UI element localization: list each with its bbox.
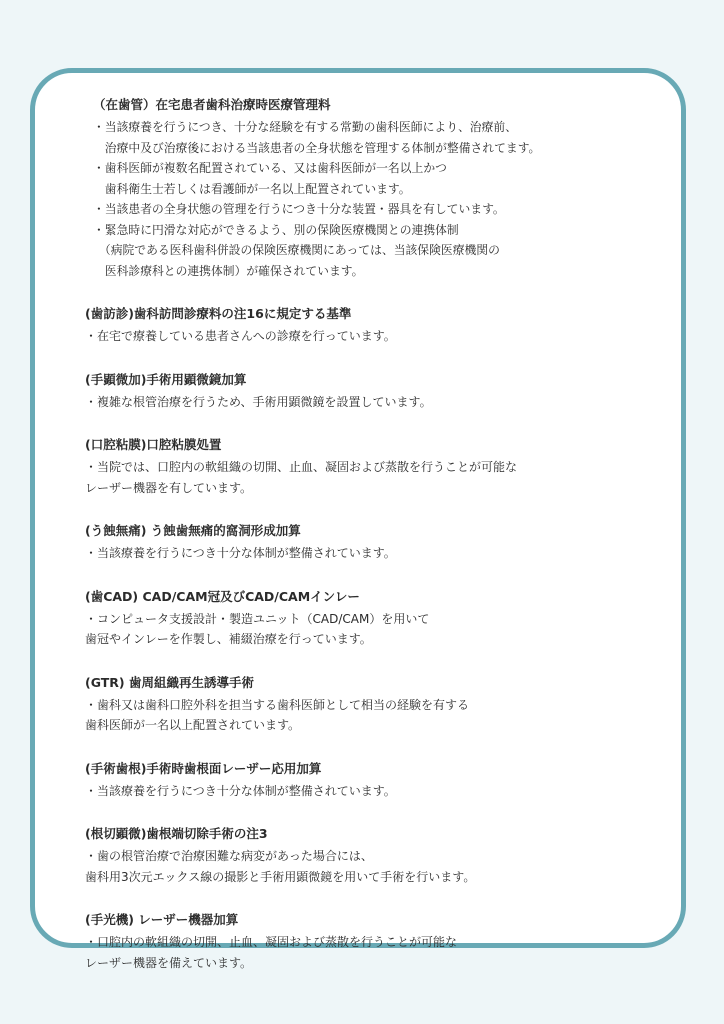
section-heading: (根切顕微)歯根端切除手術の注3 — [85, 826, 268, 841]
section-line: 歯科医師が一名以上配置されています。 — [85, 718, 301, 732]
section-heading: （在歯管）在宅患者歯科治療時医療管理料 — [93, 97, 331, 112]
section-painless-cavity — [85, 521, 667, 564]
section-line: 歯冠やインレーを作製し、補綴治療を行っています。 — [85, 632, 372, 646]
notice-card — [30, 68, 686, 970]
section-line: 歯科衛生士若しくは看護師が一名以上配置されています。 — [93, 181, 411, 196]
section-root-laser — [85, 759, 667, 802]
section-heading: (口腔粘膜)口腔粘膜処置 — [85, 437, 222, 452]
section-line: ・当該患者の全身状態の管理を行うにつき十分な装置・器具を有しています。 — [93, 202, 505, 216]
section-surgical-microscope — [85, 370, 667, 413]
section-heading: (GTR) 歯周組織再生誘導手術 — [85, 674, 254, 690]
section-apicoectomy — [85, 824, 667, 887]
section-line: ・コンピュータ支援設計・製造ユニット（CAD/CAM）を用いて — [85, 611, 430, 626]
section-heading: (手顕微加)手術用顕微鏡加算 — [85, 371, 247, 387]
section-heading: (手術歯根)手術時歯根面レーザー応用加算 — [85, 760, 322, 776]
section-home-dental-management — [93, 95, 667, 281]
section-line: ・歯の根管治療で治療困難な病変があった場合には、 — [85, 849, 373, 863]
section-line: ・当院では、口腔内の軟組織の切開、止血、凝固および蒸散を行うことが可能な — [85, 460, 518, 474]
section-oral-mucosa — [85, 435, 667, 498]
section-home-visit — [85, 304, 667, 347]
section-line: ・緊急時に円滑な対応ができるよう、別の保険医療機関との連携体制 — [93, 222, 459, 237]
section-gtr — [85, 673, 667, 736]
section-line: ・複雑な根管治療を行うため、手術用顕微鏡を設置しています。 — [85, 394, 432, 409]
section-laser-equipment — [85, 910, 667, 973]
section-cad-cam — [85, 587, 667, 650]
section-line: ・歯科医師が複数名配置されている、又は歯科医師が一名以上かつ — [93, 161, 447, 175]
section-line: ・当該療養を行うにつき、十分な経験を有する常勤の歯科医師により、治療前、 — [93, 120, 517, 134]
section-line: ・在宅で療養している患者さんへの診療を行っています。 — [85, 329, 396, 343]
section-line: 歯科用3次元エックス線の撮影と手術用顕微鏡を用いて手術を行います。 — [85, 869, 476, 884]
notice-content — [85, 95, 667, 996]
section-line: ・当該療養を行うにつき十分な体制が整備されています。 — [85, 546, 396, 560]
section-line: ・口腔内の軟組織の切開、止血、凝固および蒸散を行うことが可能な — [85, 935, 458, 949]
section-line: 治療中及び治療後における当該患者の全身状態を管理する体制が整備されてます。 — [93, 140, 541, 155]
section-line: レーザー機器を有しています。 — [85, 480, 253, 495]
section-heading: (手光機) レーザー機器加算 — [85, 912, 239, 927]
section-heading: (う蝕無痛) う蝕歯無痛的窩洞形成加算 — [85, 523, 301, 538]
section-line: ・歯科又は歯科口腔外科を担当する歯科医師として相当の経験を有する — [85, 697, 470, 712]
section-heading: (歯訪診)歯科訪問診療料の注16に規定する基準 — [85, 306, 352, 321]
section-heading: (歯CAD) CAD/CAM冠及びCAD/CAMインレー — [85, 588, 360, 604]
section-line: ・当該療養を行うにつき十分な体制が整備されています。 — [85, 783, 396, 798]
section-line: （病院である医科歯科併設の保険医療機関にあっては、当該保険医療機関の — [93, 243, 500, 257]
section-line: 医科診療科との連携体制）が確保されています。 — [93, 263, 364, 278]
section-line: レーザー機器を備えています。 — [85, 955, 253, 970]
